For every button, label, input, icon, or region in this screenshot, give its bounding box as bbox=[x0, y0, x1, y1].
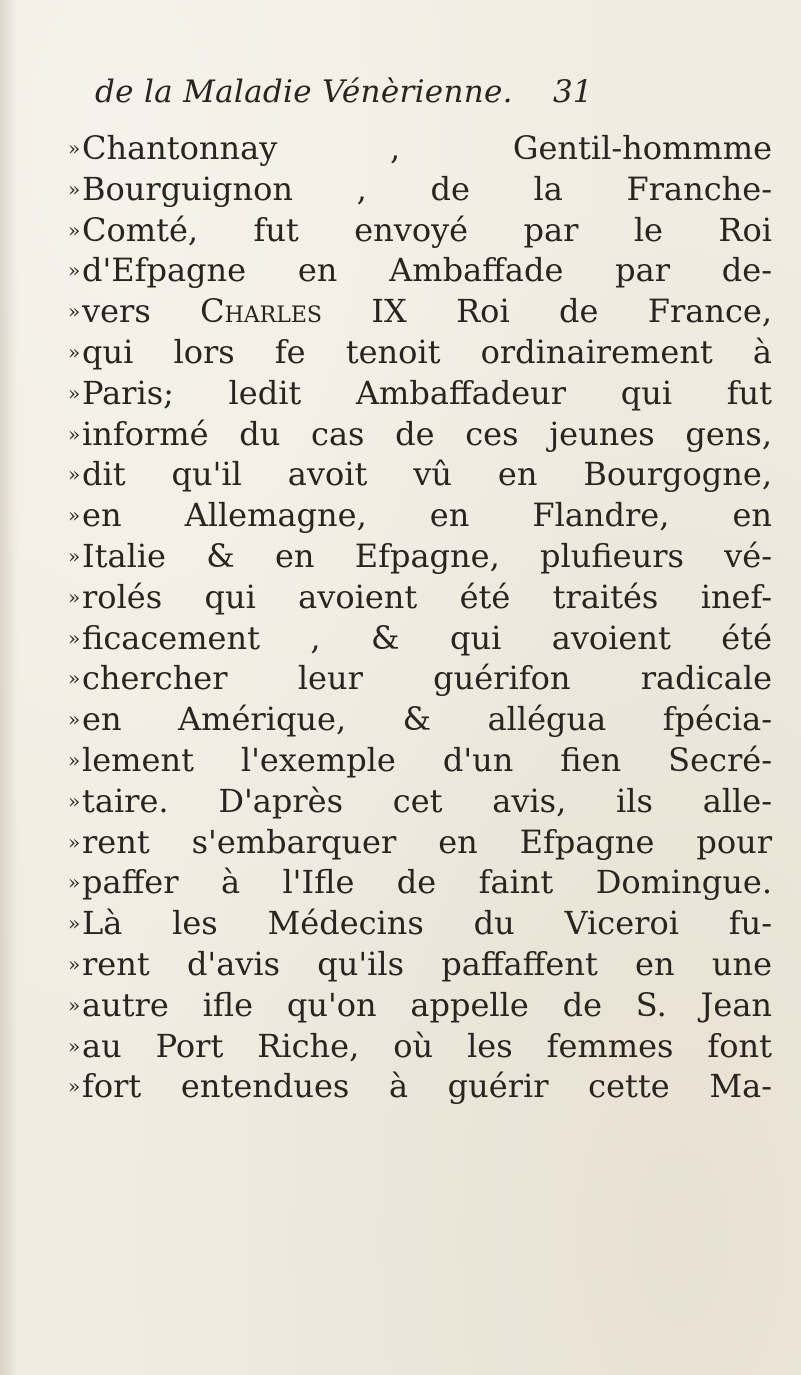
line-text: fort entendues à guérir cette Ma- bbox=[82, 1067, 772, 1106]
line-text: rolés qui avoient été traités inef- bbox=[82, 577, 772, 616]
line-text: informé du cas de ces jeunes gens, bbox=[82, 414, 772, 453]
quotation-mark: » bbox=[68, 1033, 81, 1058]
line-text: Paris; ledit Ambaffadeur qui fut bbox=[82, 373, 772, 412]
quotation-mark: » bbox=[68, 380, 81, 405]
text-line bbox=[68, 658, 772, 699]
smallcaps-name: harles bbox=[224, 292, 322, 331]
line-text: chercher leur guérifon radicale bbox=[82, 659, 772, 698]
quotation-mark: » bbox=[68, 217, 81, 242]
quotation-mark: » bbox=[68, 339, 81, 364]
quotation-mark: » bbox=[68, 788, 81, 813]
text-line bbox=[68, 822, 772, 863]
quotation-mark: » bbox=[68, 625, 81, 650]
text-line bbox=[68, 740, 772, 781]
text-line bbox=[68, 536, 772, 577]
quotation-mark: » bbox=[68, 951, 81, 976]
line-text: paffer à l'Ifle de faint Domingue. bbox=[82, 863, 772, 902]
page-number: 31 bbox=[553, 74, 593, 110]
text-line bbox=[68, 250, 772, 291]
line-text: qui lors fe tenoit ordinairement à bbox=[82, 332, 772, 371]
line-text: lement l'exemple d'un fien Secré- bbox=[82, 740, 772, 779]
quotation-mark: » bbox=[68, 543, 81, 568]
quotation-mark: » bbox=[68, 911, 81, 936]
text-line bbox=[68, 985, 772, 1026]
quotation-mark: » bbox=[68, 829, 81, 854]
text-line bbox=[68, 128, 772, 169]
line-text: rent d'avis qu'ils paffaffent en une bbox=[82, 944, 772, 983]
quotation-mark: » bbox=[68, 666, 81, 691]
running-head: de la Maladie Vénèrienne. bbox=[95, 74, 513, 110]
text-line bbox=[68, 618, 772, 659]
line-text: Italie & en Efpagne, plufieurs vé- bbox=[82, 536, 772, 575]
text-line bbox=[68, 577, 772, 618]
line-text: au Port Riche, où les femmes font bbox=[82, 1026, 772, 1065]
text-line bbox=[68, 781, 772, 822]
line-text: taire. D'après cet avis, ils alle- bbox=[82, 781, 772, 820]
text-line bbox=[68, 495, 772, 536]
text-line bbox=[68, 414, 772, 455]
text-line bbox=[68, 373, 772, 414]
line-text: en Allemagne, en Flandre, en bbox=[82, 496, 772, 535]
quotation-mark: » bbox=[68, 421, 81, 446]
quotation-mark: » bbox=[68, 992, 81, 1017]
text-line bbox=[68, 291, 773, 332]
line-text: Chantonnay , Gentil-hommme bbox=[82, 129, 772, 167]
line-text: Comté, fut envoyé par le Roi bbox=[82, 210, 772, 249]
line-text: Bourguignon , de la Franche- bbox=[82, 169, 772, 208]
text-line bbox=[68, 210, 772, 251]
quotation-mark: » bbox=[68, 299, 81, 324]
line-text: rent s'embarquer en Efpagne pour bbox=[82, 822, 772, 861]
line-text: vers Charles IX Roi de France, bbox=[82, 292, 773, 331]
quotation-mark: » bbox=[68, 462, 81, 487]
line-text: en Amérique, & allégua fpécia- bbox=[82, 700, 772, 739]
line-text: ficacement , & qui avoient été bbox=[82, 618, 772, 657]
text-line bbox=[68, 903, 772, 944]
quotation-mark: » bbox=[68, 707, 81, 732]
quotation-mark: » bbox=[68, 870, 81, 895]
quotation-mark: » bbox=[68, 503, 81, 528]
line-text: autre ifle qu'on appelle de S. Jean bbox=[82, 985, 772, 1024]
text-line bbox=[68, 454, 772, 495]
text-line bbox=[68, 1066, 772, 1107]
gutter-shadow bbox=[0, 0, 18, 1375]
quotation-mark: » bbox=[68, 176, 81, 201]
quotation-mark: » bbox=[68, 584, 81, 609]
line-text: Là les Médecins du Viceroi fu- bbox=[82, 904, 772, 943]
quotation-mark: » bbox=[68, 1074, 81, 1099]
text-line bbox=[68, 169, 772, 210]
quotation-mark: » bbox=[68, 747, 81, 772]
line-text: dit qu'il avoit vû en Bourgogne, bbox=[82, 455, 772, 494]
text-line bbox=[68, 332, 772, 373]
line-text: d'Efpagne en Ambaffade par de- bbox=[82, 251, 772, 290]
text-line bbox=[68, 699, 772, 740]
text-body bbox=[68, 128, 773, 1107]
text-line bbox=[68, 862, 772, 903]
quotation-mark: » bbox=[68, 258, 81, 283]
text-line bbox=[68, 944, 772, 985]
text-line bbox=[68, 1026, 772, 1067]
quotation-mark: » bbox=[68, 136, 81, 160]
